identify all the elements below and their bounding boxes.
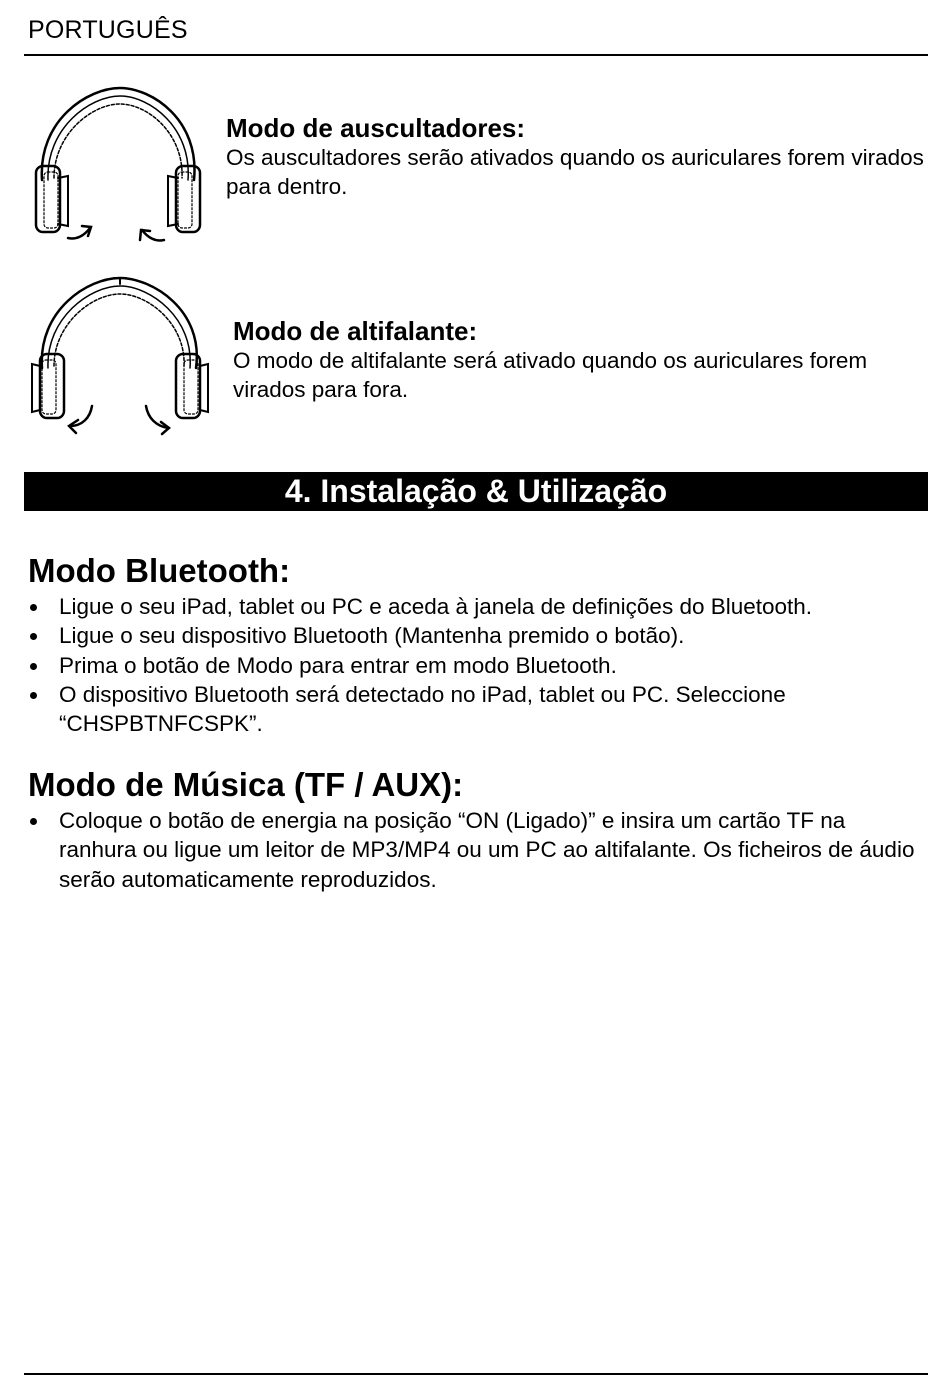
- music-instructions-list: [28, 806, 928, 894]
- music-mode-heading: Modo de Música (TF / AUX):: [28, 766, 464, 803]
- list-item: [28, 621, 928, 650]
- top-divider: [24, 54, 928, 56]
- bullet-icon: [30, 633, 37, 640]
- section-title: 4. Instalação & Utilização: [284, 473, 668, 509]
- bluetooth-mode-heading: Modo Bluetooth:: [28, 552, 291, 589]
- speaker-mode-description: O modo de altifalante será ativado quando os auriculares forem virados para fora.: [233, 348, 868, 402]
- section-header-bar: [24, 472, 928, 511]
- headphone-mode-description: Os auscultadores serão ativados quando os auriculares forem virados para dentro.: [226, 145, 924, 199]
- list-item-text: Ligue o seu iPad, tablet ou PC e aceda à janela de definições do Bluetooth.: [59, 594, 813, 619]
- list-item-text: Prima o botão de Modo para entrar em modo Bluetooth.: [59, 652, 617, 678]
- list-item: [28, 806, 928, 894]
- speaker-mode-title: Modo de altifalante:: [233, 316, 478, 346]
- list-item-text: O dispositivo Bluetooth será detectado no iPad, tablet ou PC. Seleccione “CHSPBTNFCSPK”.: [59, 681, 786, 737]
- page-language-label: PORTUGUÊS: [28, 16, 188, 44]
- bluetooth-instructions-list: [28, 592, 928, 738]
- headphones-inward-icon: [28, 80, 208, 250]
- list-item-text: Ligue o seu dispositivo Bluetooth (Mantenha premido o botão).: [59, 623, 685, 649]
- list-item: [28, 592, 928, 621]
- speaker-mode-section: [233, 315, 933, 404]
- list-item: [28, 651, 928, 680]
- headphone-mode-section: [226, 112, 926, 201]
- bullet-icon: [30, 818, 37, 825]
- bullet-icon: [30, 663, 37, 670]
- headphones-outward-icon: [26, 272, 212, 438]
- headphone-mode-title: Modo de auscultadores:: [226, 113, 526, 143]
- bullet-icon: [30, 604, 37, 611]
- list-item: [28, 680, 928, 739]
- bullet-icon: [30, 692, 37, 699]
- bottom-divider: [24, 1373, 928, 1375]
- list-item-text: Coloque o botão de energia na posição “ON (Ligado)” e insira um cartão TF na ranhura ou ligue um leitor de MP3/MP4 ou um PC ao altifalante. Os ficheiros de áudio serão automaticamente reproduzidos.: [59, 808, 915, 892]
